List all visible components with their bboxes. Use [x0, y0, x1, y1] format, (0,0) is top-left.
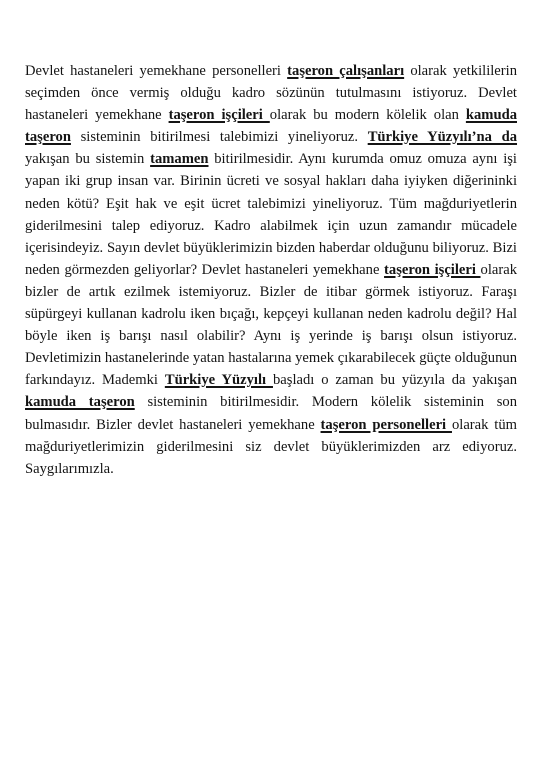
emphasized-phrase: Türkiye Yüzyılı’na da	[367, 129, 518, 146]
body-text: olarak yetkililerin seçimden önce vermiş olduğu kadro sözünün tutulmasını istiyoruz. Devlet hastaneleri yemekhane	[25, 63, 517, 124]
emphasized-phrase: kamuda taşeron	[25, 394, 135, 411]
body-text: sisteminin bitirilmesidir. Modern kölelik sisteminin son bulmasıdır. Bizler devlet hastaneleri yemekhane	[25, 394, 517, 433]
emphasized-phrase: taşeron işçileri	[384, 261, 481, 278]
body-text: bitirilmesidir. Aynı kurumda omuz omuza aynı işi yapan iki grup insan var. Birinin ücreti ve sosyal hakları daha iyiyken diğerininki neden kötü? Eşit hak ve eşit ücret talebimizi yineliyoruz. Tüm mağduriyetlerin giderilmesini talep ediyoruz. Kadro alabilmek için uzun zamandır mücadele içerisindeyiz. Sayın devlet büyüklerimizin bizden haberdar olduğunu biliyoruz. Bizi neden görmezden geliyorlar? Devlet hastaneleri yemekhane	[25, 151, 517, 278]
emphasized-phrase: taşeron personelleri	[320, 416, 452, 433]
emphasized-phrase: taşeron çalışanları	[287, 63, 405, 79]
emphasized-phrase: Türkiye Yüzyılı	[164, 372, 273, 389]
emphasized-phrase: tamamen	[150, 151, 209, 168]
emphasized-phrase: taşeron işçileri	[168, 107, 270, 124]
body-text: yakışan bu sistemin	[25, 151, 151, 168]
emphasized-phrase: kamuda taşeron	[25, 107, 517, 146]
body-text: Devlet hastaneleri yemekhane personelleri	[25, 63, 288, 79]
letter-paragraph	[25, 60, 517, 480]
body-text: olarak bu modern kölelik olan	[269, 107, 466, 124]
body-text: olarak bizler de artık ezilmek istemiyoruz. Bizler de itibar görmek istiyoruz. Faraşı süpürgeyi kullanan kadrolu iken bıçağı, kepçeyi kullanan neden kadrolu değil? Hal böyle iken iş barışı nasıl olabilir? Aynı iş yerinde iş barışı olsun istiyoruz. Devletimizin hastanelerinde yatan hastalarına yemek çıkarabilecek güçte olduğunun farkındayız. Mademki	[25, 261, 517, 389]
body-text: sisteminin bitirilmesi talebimizi yineliyoruz.	[70, 129, 368, 146]
body-text: olarak tüm mağduriyetlerimizin giderilmesini siz devlet büyüklerimizden arz ediyoruz. Saygılarımızla.	[25, 416, 517, 477]
letter-body	[25, 60, 517, 480]
body-text: başladı o zaman bu yüzyıla da yakışan	[272, 372, 518, 389]
